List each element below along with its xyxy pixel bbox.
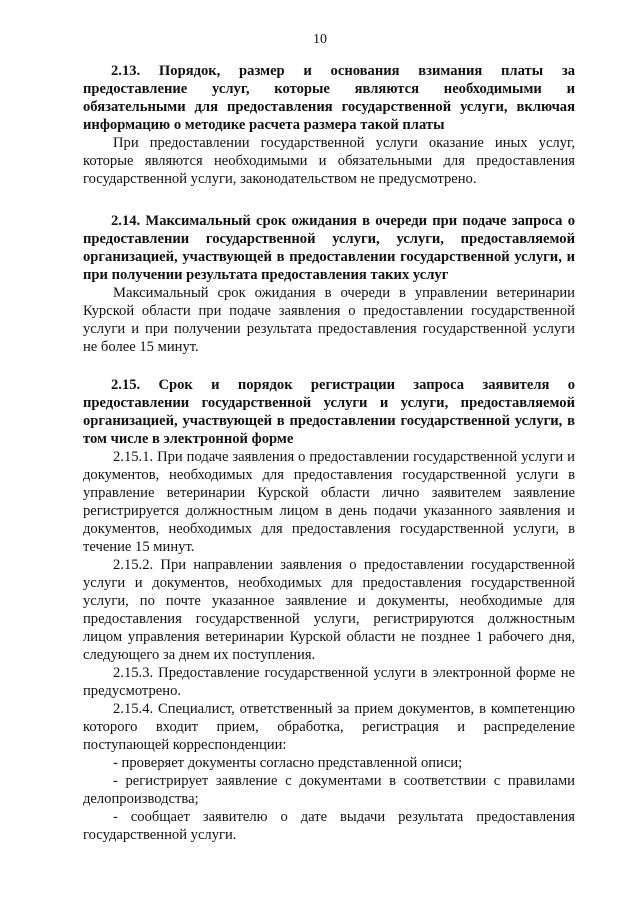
list-item-register-application: - регистрирует заявление с документами в соответствии с правилами делопроизводства; (83, 773, 575, 807)
list-item-check-documents: - проверяет документы согласно представленной описи; (113, 755, 463, 771)
clause-2-15-4: 2.15.4. Специалист, ответственный за прием документов, в компетенцию которого входит прием, обработка, регистрация и распределение поступающей корреспонденции: (83, 701, 575, 753)
page-number: 10 (313, 32, 327, 47)
section-2-13-paragraph: При предоставлении государственной услуги оказание иных услуг, которые являются необходимыми и обязательными для предоставления государственной услуги, законодательством не предусмотрено. (83, 135, 575, 187)
clause-2-15-3: 2.15.3. Предоставление государственной услуги в электронной форме не предусмотрено. (83, 665, 575, 699)
section-2-15-heading: 2.15. Срок и порядок регистрации запроса заявителя о предоставлении государственной услуги и услуги, предоставляемой организацией, участвующей в предоставлении государственной услуги, в том числе в электронной форме (83, 377, 575, 447)
list-item-inform-applicant: - сообщает заявителю о дате выдачи результата предоставления государственной услуги. (83, 809, 575, 843)
section-gap (83, 356, 575, 376)
document-body (83, 62, 575, 844)
section-gap (83, 188, 575, 212)
section-2-14-paragraph: Максимальный срок ожидания в очереди в управлении ветеринарии Курской области при подаче заявления о предоставлении государственной услуги и при получении результата предоставления государственной услуги не более 15 минут. (83, 285, 575, 355)
clause-2-15-2: 2.15.2. При направлении заявления о предоставлении государственной услуги и документов, необходимых для предоставления государственной услуги, по почте указанное заявление и документы, необходимые для предоставления государственной услуги, регистрируются должностным лицом управления ветеринарии Курской области не позднее 1 рабочего дня, следующего за днем их поступления. (83, 557, 575, 663)
section-2-13-heading: 2.13. Порядок, размер и основания взимания платы за предоставление услуг, которые являются необходимыми и обязательными для предоставления государственной услуги, включая информацию о методике расчета размера такой платы (83, 63, 575, 133)
section-2-14-heading: 2.14. Максимальный срок ожидания в очереди при подаче запроса о предоставлении государственной услуги, услуги, предоставляемой организацией, участвующей в предоставлении государственной услуги, и при получении результата предоставления таких услуг (83, 213, 575, 283)
clause-2-15-1: 2.15.1. При подаче заявления о предоставлении государственной услуги и документов, необходимых для предоставления государственной услуги в управление ветеринарии Курской области лично заявителем заявление регистрируется должностным лицом в день подачи указанного заявления и документов, необходимых для предоставления государственной услуги, в течение 15 минут. (83, 449, 575, 555)
